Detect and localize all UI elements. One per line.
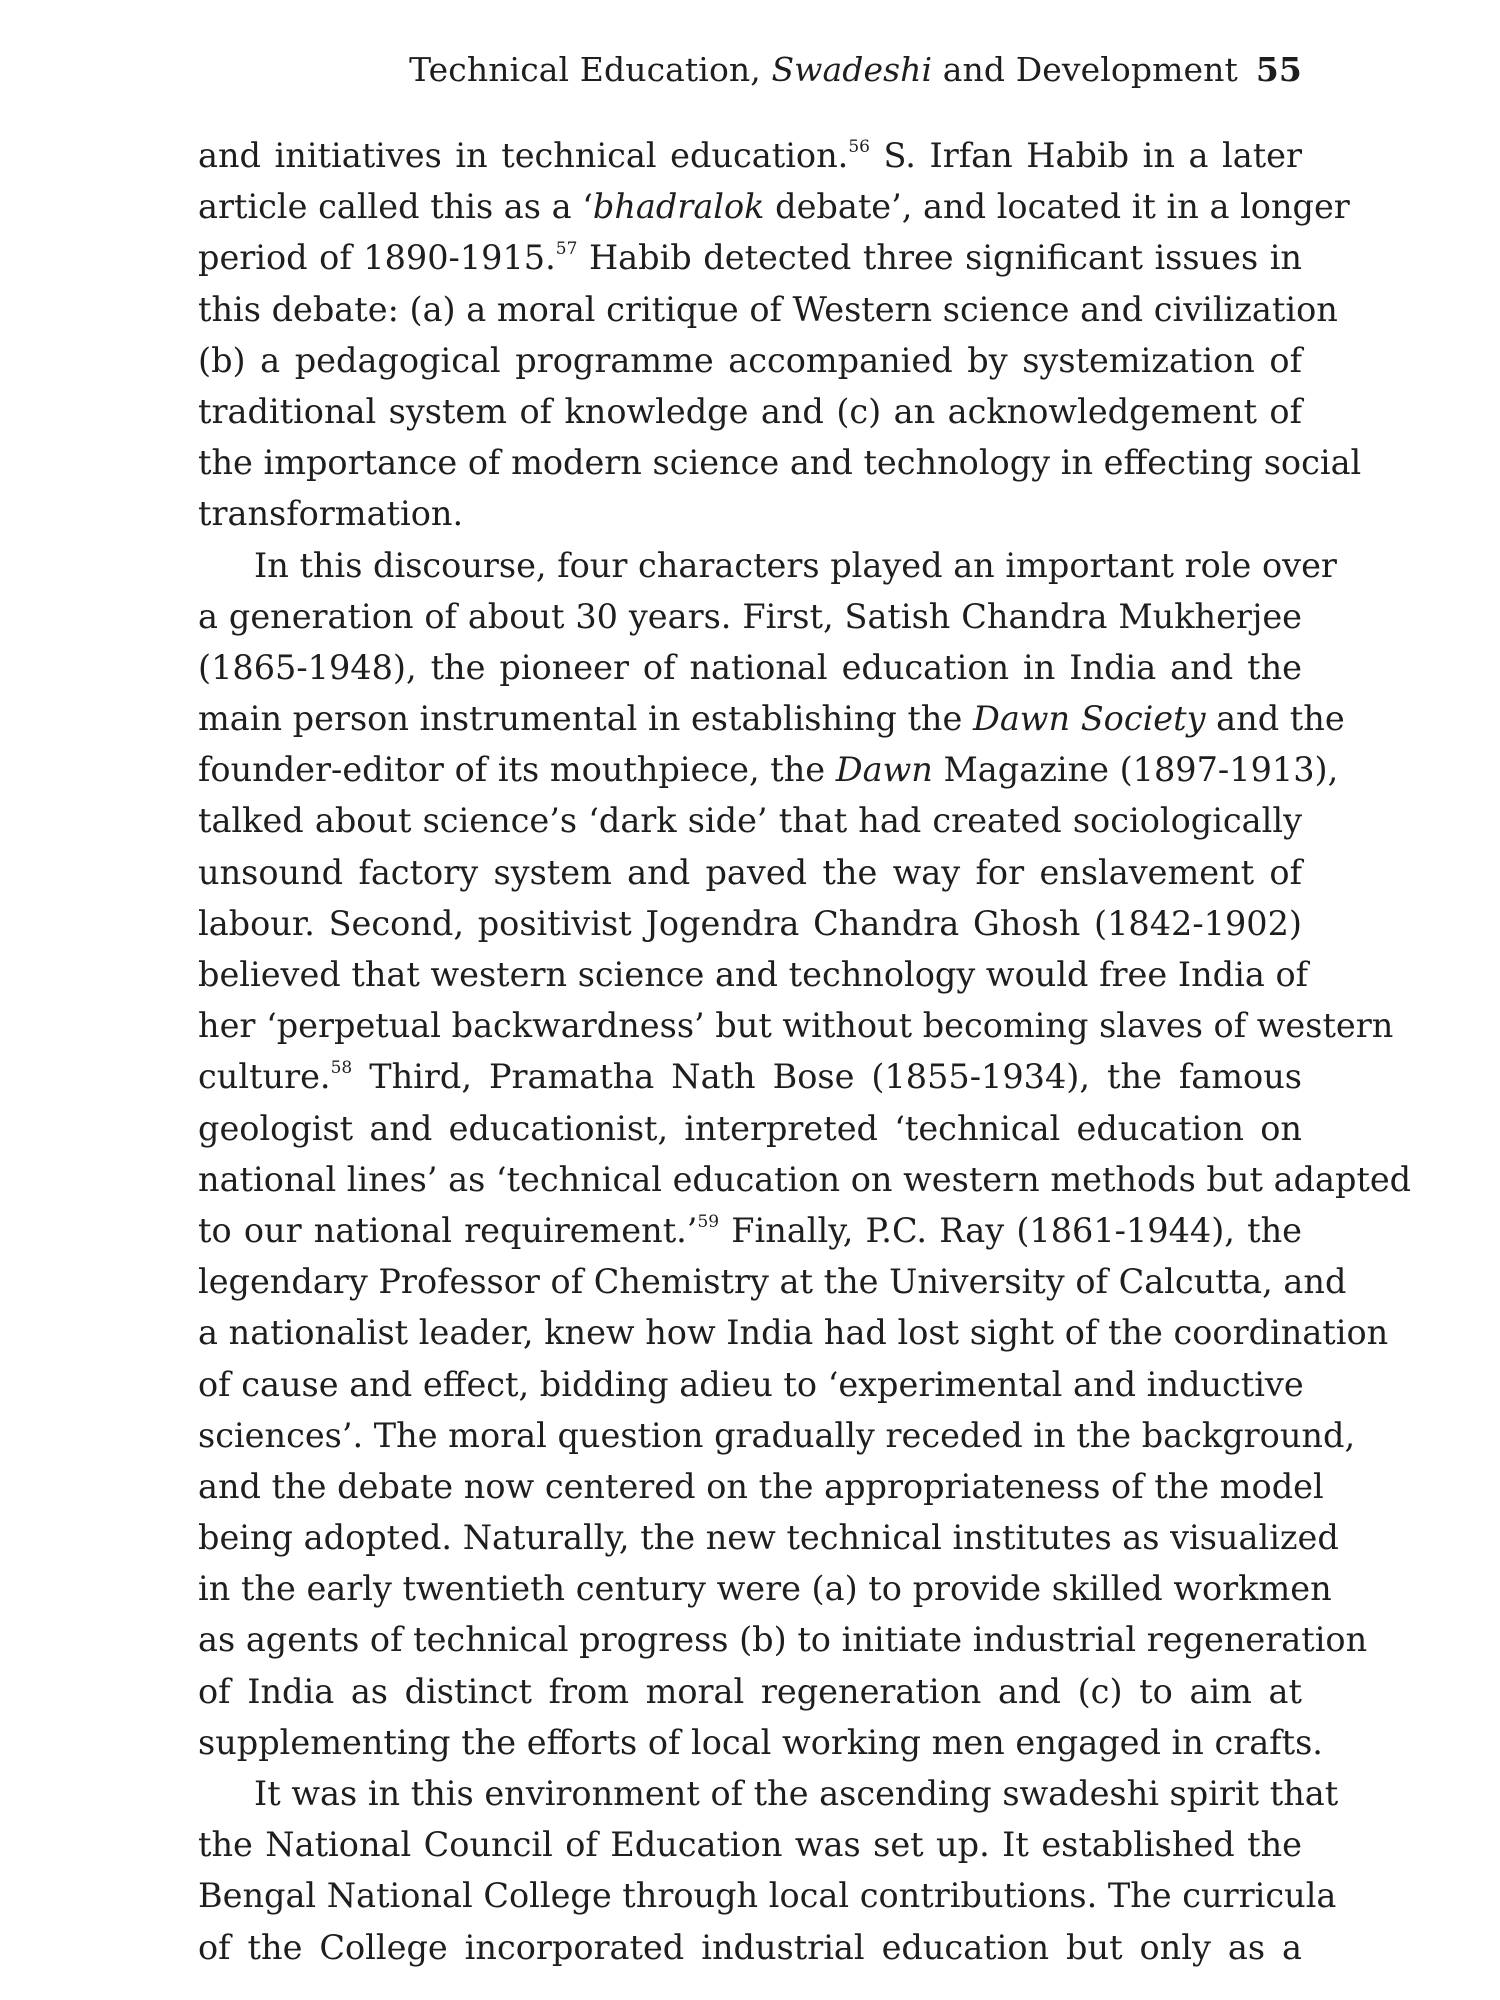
footnote-ref-56: 56 xyxy=(848,137,870,157)
text-line: culture.$^{58}$ Third, Pramatha Nath Bose (1855-1934), the famous xyxy=(198,1057,1302,1097)
text-line: Bengal National College through local contributions. The curricula xyxy=(198,1876,1337,1916)
text-line: of the College incorporated industrial education but only as a xyxy=(198,1927,1302,1967)
text-line: and initiatives in technical education.$^{56}$ S. Irfan Habib in a later xyxy=(198,136,1302,175)
text-line: (1865-1948), the pioneer of national education in India and the xyxy=(198,647,1302,687)
text-line: national lines’ as ‘technical education on western methods but adapted xyxy=(198,1159,1412,1199)
text-line: period of 1890-1915.57 Habib detected three significant issues in xyxy=(198,238,1302,278)
text-line: supplementing the efforts of local working men engaged in crafts. xyxy=(198,1722,1323,1762)
text-line: article called this as a ‘bhadralok debate’, and located it in a longer xyxy=(198,187,1350,227)
text-line: main person instrumental in establishing the Dawn Society and the xyxy=(198,699,1345,739)
body-text xyxy=(198,130,1412,1973)
running-head-title: Technical Education, Swadeshi and Development xyxy=(409,50,1238,89)
text-line: It was in this environment of the ascending swadeshi spirit that xyxy=(254,1774,1339,1813)
text-line: the importance of modern science and technology in effecting social xyxy=(198,443,1362,483)
paragraph-3 xyxy=(198,1768,1339,1973)
text-line: being adopted. Naturally, the new technical institutes as visualized xyxy=(198,1518,1339,1558)
text-line: transformation. xyxy=(198,494,464,534)
paragraph-1 xyxy=(198,130,1362,540)
book-page xyxy=(198,48,1412,1988)
page-number: 55 xyxy=(1255,50,1302,89)
text-line: sciences’. The moral question gradually receded in the background, xyxy=(198,1415,1356,1455)
text-line: legendary Professor of Chemistry at the University of Calcutta, and xyxy=(198,1262,1347,1302)
text-line: and the debate now centered on the appropriateness of the model xyxy=(198,1466,1324,1506)
text-line: talked about science’s ‘dark side’ that had created sociologically xyxy=(198,801,1302,841)
text-line: founder-editor of its mouthpiece, the Dawn Magazine (1897-1913), xyxy=(198,750,1339,790)
text-line: a generation of about 30 years. First, Satish Chandra Mukherjee xyxy=(198,596,1302,636)
text-line: a nationalist leader, knew how India had lost sight of the coordination xyxy=(198,1313,1389,1353)
text-line: labour. Second, positivist Jogendra Chandra Ghosh (1842-1902) xyxy=(198,903,1302,943)
text-line: In this discourse, four characters played an important role over xyxy=(254,545,1337,585)
text-line: traditional system of knowledge and (c) an acknowledgement of xyxy=(198,391,1302,431)
running-head xyxy=(198,48,1302,92)
text-line: this debate: (a) a moral critique of Western science and civilization xyxy=(198,289,1338,329)
footnote-ref-58: 58 xyxy=(330,1058,353,1079)
text-line: as agents of technical progress (b) to initiate industrial regeneration xyxy=(198,1620,1368,1660)
text-line: the National Council of Education was set up. It established the xyxy=(198,1825,1302,1865)
text-line: her ‘perpetual backwardness’ but without becoming slaves of western xyxy=(198,1006,1394,1046)
text-line: to our national requirement.’$^{59}$ Finally, P.C. Ray (1861-1944), the xyxy=(198,1210,1302,1250)
paragraph-2 xyxy=(198,540,1412,1769)
text-line: believed that western science and technology would free India of xyxy=(198,955,1309,994)
text-line: unsound factory system and paved the way for enslavement of xyxy=(198,852,1302,892)
text-line: in the early twentieth century were (a) to provide skilled workmen xyxy=(198,1569,1332,1609)
text-line: of India as distinct from moral regeneration and (c) to aim at xyxy=(198,1671,1302,1711)
footnote-ref-57: 57 xyxy=(555,239,578,260)
text-line: of cause and effect, bidding adieu to ‘experimental and inductive xyxy=(198,1364,1304,1404)
text-line: geologist and educationist, interpreted ‘technical education on xyxy=(198,1108,1302,1148)
footnote-ref-59: 59 xyxy=(697,1211,720,1232)
text-line: (b) a pedagogical programme accompanied by systemization of xyxy=(198,340,1302,380)
